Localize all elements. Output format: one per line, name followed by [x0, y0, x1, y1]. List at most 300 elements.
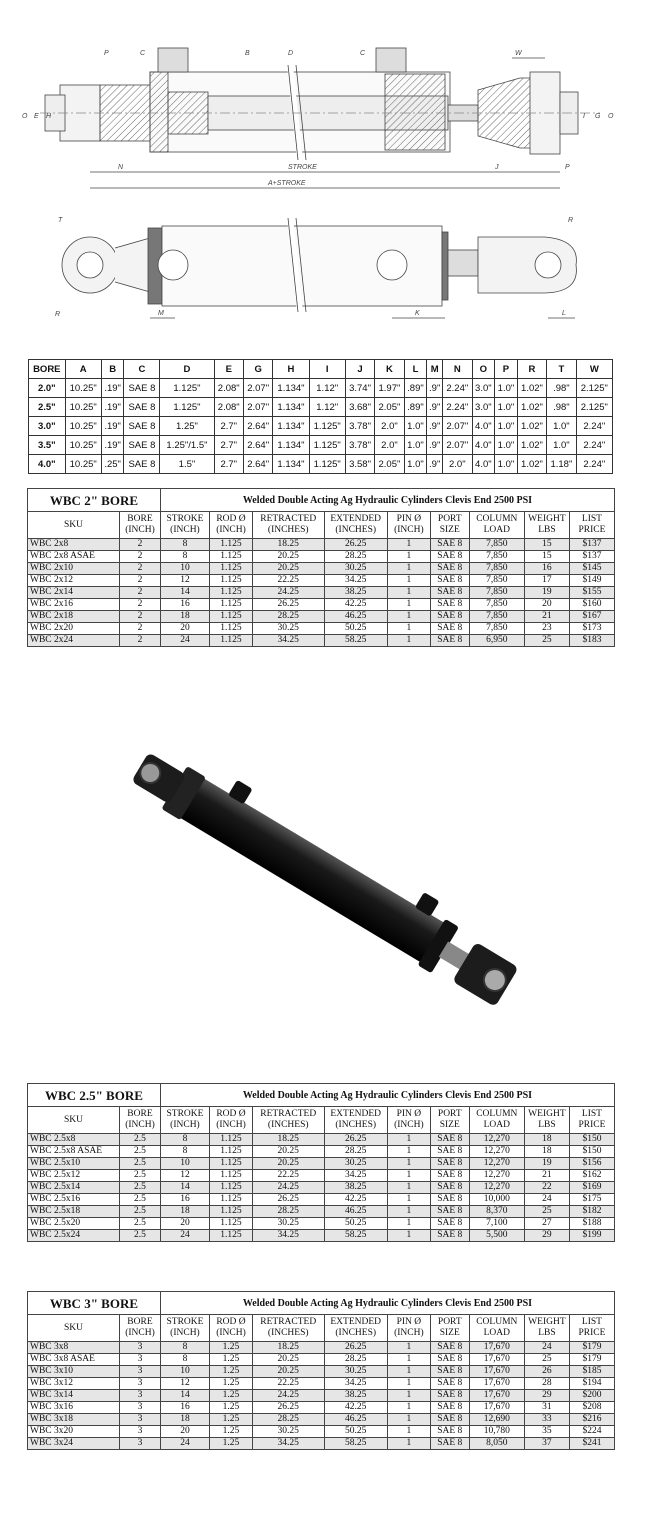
table-cell: 1 [387, 1342, 430, 1354]
table-cell: SAE 8 [430, 1182, 469, 1194]
table-header-row [28, 1107, 615, 1134]
dimension-cell: 2.08" [214, 379, 243, 398]
dimension-header-cell: K [375, 360, 404, 379]
table-cell: 28 [524, 1378, 569, 1390]
dimension-header-cell: H [273, 360, 309, 379]
table-cell: 24.25 [252, 587, 324, 599]
table-cell: 1.125 [210, 1146, 253, 1158]
column-header [524, 512, 569, 539]
label-e: E [34, 113, 39, 120]
dimension-cell: 4.0" [472, 455, 495, 474]
column-header-text: COLUMN [476, 1109, 518, 1119]
label-stroke: STROKE [288, 164, 317, 171]
table-cell: 1.125 [210, 1194, 253, 1206]
table-cell: SAE 8 [430, 1402, 469, 1414]
table-cell: 30.25 [252, 623, 324, 635]
table-cell: 1.125 [210, 1230, 253, 1242]
dimension-cell: 2.64" [243, 455, 272, 474]
dimension-bore-cell: 2.5" [29, 398, 66, 417]
table-cell: 8 [160, 1342, 209, 1354]
table-cell: 26.25 [324, 1342, 387, 1354]
table-title-row [28, 1084, 615, 1107]
table-cell: 7,850 [469, 575, 524, 587]
dimension-cell: 2.125" [576, 398, 612, 417]
column-header-text: STROKE [166, 1317, 204, 1327]
dimension-cell: .9" [427, 417, 443, 436]
table-cell: 22.25 [252, 575, 324, 587]
table-cell: 2 [120, 623, 161, 635]
dimensions-table [28, 359, 613, 474]
table-cell: 20.25 [252, 1158, 324, 1170]
table-cell: 18.25 [252, 539, 324, 551]
dimension-cell: 1.25" [160, 417, 214, 436]
table-cell: 25 [524, 1206, 569, 1218]
label-n: N [118, 164, 124, 171]
table-cell: 1.125 [210, 1170, 253, 1182]
table-cell: 34.25 [252, 635, 324, 647]
column-header-text: (INCH) [125, 1328, 155, 1338]
column-header [160, 1107, 209, 1134]
table-cell: 10 [160, 1158, 209, 1170]
column-header-text: (INCH) [394, 525, 424, 535]
sku-cell: WBC 3x20 [28, 1426, 120, 1438]
table-cell: SAE 8 [430, 1342, 469, 1354]
dimension-cell: 1.125" [309, 417, 345, 436]
column-header-text: (INCHES) [335, 525, 377, 535]
table-cell: $160 [569, 599, 614, 611]
table-cell: 42.25 [324, 1194, 387, 1206]
table-cell: 3 [120, 1438, 161, 1450]
table-cell: 20 [160, 623, 209, 635]
table-cell: 34.25 [252, 1230, 324, 1242]
table-cell: 24.25 [252, 1390, 324, 1402]
label-r-left: R [55, 311, 61, 318]
table-cell: 8 [160, 1134, 209, 1146]
column-header-text: (INCH) [125, 1120, 155, 1130]
table-cell: 1 [387, 1390, 430, 1402]
column-header-text: EXTENDED [330, 514, 382, 524]
table-cell: 18 [160, 1414, 209, 1426]
table-cell: 1.125 [210, 1158, 253, 1170]
table-cell: 6,950 [469, 635, 524, 647]
hydraulic-cylinder-photo [120, 740, 530, 1010]
table-cell: 18.25 [252, 1134, 324, 1146]
sku-cell: WBC 3x24 [28, 1438, 120, 1450]
table-cell: $216 [569, 1414, 614, 1426]
table-cell: $155 [569, 587, 614, 599]
table-cell: 14 [160, 1182, 209, 1194]
table-row [28, 611, 615, 623]
table-cell: $145 [569, 563, 614, 575]
column-header-text: (INCH) [170, 1120, 200, 1130]
table-cell: SAE 8 [430, 1438, 469, 1450]
table-row [28, 1146, 615, 1158]
table-cell: 24 [524, 1194, 569, 1206]
dimension-cell: 1.0" [404, 436, 427, 455]
column-header-text: PIN Ø [396, 1317, 422, 1327]
table-cell: 2.5 [120, 1182, 161, 1194]
dimension-row [29, 398, 613, 417]
dimension-cell: SAE 8 [124, 436, 160, 455]
table-cell: SAE 8 [430, 1146, 469, 1158]
column-header-text: (INCH) [125, 525, 155, 535]
dimension-header-cell: T [547, 360, 576, 379]
table-cell: $162 [569, 1170, 614, 1182]
dimension-row [29, 379, 613, 398]
table-row [28, 539, 615, 551]
column-header [387, 1315, 430, 1342]
table-cell: 3 [120, 1426, 161, 1438]
table-cell: 1.125 [210, 539, 253, 551]
dimension-cell: 3.0" [472, 398, 495, 417]
dimension-cell: 1.12" [309, 398, 345, 417]
table-cell: 58.25 [324, 1438, 387, 1450]
column-header-text: (INCHES) [267, 1328, 309, 1338]
table-cell: 3 [120, 1342, 161, 1354]
column-header [524, 1107, 569, 1134]
table-cell: 20.25 [252, 551, 324, 563]
table-cell: 16 [160, 1194, 209, 1206]
table-cell: 22.25 [252, 1170, 324, 1182]
table-cell: 3 [120, 1354, 161, 1366]
product-table-3in-bore [27, 1291, 615, 1450]
label-o-left: O [22, 113, 28, 120]
dimension-cell: 2.05" [375, 455, 404, 474]
label-c2: C [360, 50, 366, 57]
table-cell: 58.25 [324, 635, 387, 647]
table-cell: 7,850 [469, 623, 524, 635]
table-cell: 38.25 [324, 1182, 387, 1194]
table-row [28, 575, 615, 587]
table-cell: 24.25 [252, 1182, 324, 1194]
dimension-cell: 2.7" [214, 417, 243, 436]
dimension-cell: .9" [427, 455, 443, 474]
label-g: G [595, 113, 601, 120]
dimension-cell: 2.24" [576, 436, 612, 455]
table-cell: 18 [524, 1146, 569, 1158]
sku-cell: WBC 3x10 [28, 1366, 120, 1378]
table-cell: 1 [387, 1218, 430, 1230]
dimension-cell: .89" [404, 379, 427, 398]
table-cell: $185 [569, 1366, 614, 1378]
table-cell: 3 [120, 1414, 161, 1426]
table-cell: 26.25 [252, 599, 324, 611]
table-row [28, 1134, 615, 1146]
dimension-cell: 2.64" [243, 436, 272, 455]
label-t: T [58, 217, 63, 224]
sku-cell: WBC 3x14 [28, 1390, 120, 1402]
dimension-cell: .89" [404, 398, 427, 417]
sku-cell: WBC 2.5x12 [28, 1170, 120, 1182]
dimension-cell: .19" [101, 379, 124, 398]
table-cell: 10 [160, 1366, 209, 1378]
table-cell: 3 [120, 1402, 161, 1414]
table-cell: 1 [387, 1438, 430, 1450]
table-cell: 1.25 [210, 1390, 253, 1402]
table-cell: 50.25 [324, 1218, 387, 1230]
dimension-cell: 3.78" [345, 417, 374, 436]
table-cell: 20 [160, 1218, 209, 1230]
dimension-cell: 2.07" [443, 417, 472, 436]
table-cell: 12,270 [469, 1170, 524, 1182]
table-cell: 2.5 [120, 1134, 161, 1146]
table-cell: 2.5 [120, 1218, 161, 1230]
table-cell: 12,690 [469, 1414, 524, 1426]
dimension-cell: 2.0" [375, 417, 404, 436]
table-cell: $150 [569, 1134, 614, 1146]
label-l: L [562, 310, 566, 317]
column-header-text: (INCH) [394, 1120, 424, 1130]
table-row [28, 1158, 615, 1170]
dimension-cell: 1.0" [547, 417, 576, 436]
column-header [160, 512, 209, 539]
table-cell: SAE 8 [430, 1134, 469, 1146]
dimension-cell: 1.134" [273, 455, 309, 474]
table-cell: SAE 8 [430, 1218, 469, 1230]
dimension-cell: SAE 8 [124, 398, 160, 417]
table-cell: 2 [120, 563, 161, 575]
dimension-cell: 1.5" [160, 455, 214, 474]
table-cell: 8 [160, 1146, 209, 1158]
dimension-cell: 1.0" [495, 455, 518, 474]
column-header [430, 1315, 469, 1342]
table-cell: $179 [569, 1354, 614, 1366]
bore-title: WBC 3" BORE [28, 1292, 161, 1315]
sku-cell: WBC 2x18 [28, 611, 120, 623]
label-p: P [104, 50, 109, 57]
table-cell: SAE 8 [430, 599, 469, 611]
table-cell: 25 [524, 1354, 569, 1366]
dimension-cell: 1.0" [404, 417, 427, 436]
sku-cell: WBC 2x10 [28, 563, 120, 575]
column-header-text: PORT [437, 1317, 462, 1327]
table-cell: 17,670 [469, 1390, 524, 1402]
table-cell: $241 [569, 1438, 614, 1450]
table-cell: 29 [524, 1230, 569, 1242]
dimension-cell: 1.02" [517, 436, 546, 455]
dimension-cell: .19" [101, 398, 124, 417]
table-cell: 12 [160, 1170, 209, 1182]
table-cell: 2 [120, 551, 161, 563]
table-row [28, 1218, 615, 1230]
column-header-text: PRICE [578, 1328, 606, 1338]
dimension-cell: 1.134" [273, 417, 309, 436]
table-cell: 25 [524, 635, 569, 647]
table-row [28, 1182, 615, 1194]
dimension-cell: 1.02" [517, 398, 546, 417]
dimension-cell: 1.125" [160, 379, 214, 398]
dimension-header-cell: J [345, 360, 374, 379]
dimension-cell: 1.0" [404, 455, 427, 474]
dimension-cell: 2.08" [214, 398, 243, 417]
dimension-cell: 1.134" [273, 379, 309, 398]
label-w: W [515, 50, 522, 57]
table-row [28, 1426, 615, 1438]
table-cell: $200 [569, 1390, 614, 1402]
column-header-text: BORE [127, 514, 153, 524]
table-cell: 26.25 [252, 1194, 324, 1206]
table-cell: 1 [387, 587, 430, 599]
column-header-text: PORT [437, 1109, 462, 1119]
table-cell: SAE 8 [430, 1366, 469, 1378]
column-header [469, 1315, 524, 1342]
table-cell: SAE 8 [430, 1378, 469, 1390]
column-header-text: SKU [64, 1114, 84, 1125]
table-row [28, 1402, 615, 1414]
table-cell: 7,850 [469, 599, 524, 611]
table-row [28, 1414, 615, 1426]
table-cell: 23 [524, 623, 569, 635]
dimension-row [29, 436, 613, 455]
table-cell: 7,100 [469, 1218, 524, 1230]
column-header [210, 1107, 253, 1134]
table-cell: 1 [387, 563, 430, 575]
table-row [28, 623, 615, 635]
table-cell: 1.125 [210, 563, 253, 575]
table-cell: 18 [160, 1206, 209, 1218]
column-header-text: SKU [64, 519, 84, 530]
table-cell: 7,850 [469, 563, 524, 575]
table-cell: 7,850 [469, 587, 524, 599]
dimension-cell: 10.25" [65, 379, 101, 398]
table-cell: 10,780 [469, 1426, 524, 1438]
table-row [28, 1438, 615, 1450]
label-d: D [288, 50, 294, 57]
table-cell: 20.25 [252, 1146, 324, 1158]
column-header [569, 1107, 614, 1134]
column-header-text: ROD Ø [216, 514, 246, 524]
table-cell: SAE 8 [430, 587, 469, 599]
dimension-header-cell: D [160, 360, 214, 379]
column-header [160, 1315, 209, 1342]
label-r-right: R [568, 217, 574, 224]
column-header [252, 1315, 324, 1342]
sku-cell: WBC 2.5x18 [28, 1206, 120, 1218]
table-cell: 24 [160, 1438, 209, 1450]
label-j: J [495, 164, 499, 171]
sku-cell: WBC 2.5x8 ASAE [28, 1146, 120, 1158]
table-header-row [28, 512, 615, 539]
dimension-row [29, 417, 613, 436]
table-cell: 20.25 [252, 1354, 324, 1366]
column-header [569, 1315, 614, 1342]
column-header [524, 1315, 569, 1342]
table-header-row [28, 1315, 615, 1342]
dimension-cell: 1.0" [495, 417, 518, 436]
table-cell: 1.25 [210, 1366, 253, 1378]
column-header-text: (INCH) [170, 1328, 200, 1338]
table-row [28, 587, 615, 599]
dimension-cell: 1.97" [375, 379, 404, 398]
table-cell: $149 [569, 575, 614, 587]
table-cell: 17,670 [469, 1402, 524, 1414]
dimension-header-cell: P [495, 360, 518, 379]
column-header-text: SIZE [439, 1328, 460, 1338]
label-o-right: O [608, 113, 614, 120]
table-cell: SAE 8 [430, 1390, 469, 1402]
table-cell: 28.25 [252, 1414, 324, 1426]
table-cell: 31 [524, 1402, 569, 1414]
table-cell: 1.125 [210, 635, 253, 647]
table-cell: 16 [524, 563, 569, 575]
table-cell: $188 [569, 1218, 614, 1230]
label-h: H [46, 113, 52, 120]
dimension-cell: SAE 8 [124, 417, 160, 436]
table-cell: $156 [569, 1158, 614, 1170]
table-cell: 12,270 [469, 1158, 524, 1170]
table-cell: 17,670 [469, 1342, 524, 1354]
table-cell: 2.5 [120, 1230, 161, 1242]
column-header-text: (INCH) [170, 525, 200, 535]
table-cell: 17 [524, 575, 569, 587]
dimension-header-cell: BORE [29, 360, 66, 379]
table-cell: $137 [569, 539, 614, 551]
table-row [28, 551, 615, 563]
table-cell: 1 [387, 1170, 430, 1182]
table-cell: 1 [387, 1366, 430, 1378]
table-cell: 14 [160, 587, 209, 599]
column-header [120, 1107, 161, 1134]
dimension-header-cell: C [124, 360, 160, 379]
column-header [28, 512, 120, 539]
table-cell: 21 [524, 1170, 569, 1182]
table-cell: 34.25 [324, 575, 387, 587]
column-header-text: EXTENDED [330, 1317, 382, 1327]
table-row [28, 1342, 615, 1354]
table-cell: 1 [387, 1426, 430, 1438]
dimension-cell: 1.125" [309, 436, 345, 455]
table-cell: 14 [160, 1390, 209, 1402]
dimension-cell: 2.0" [443, 455, 472, 474]
table-cell: 30.25 [324, 1366, 387, 1378]
table-cell: $199 [569, 1230, 614, 1242]
dimension-bore-cell: 3.5" [29, 436, 66, 455]
table-cell: 38.25 [324, 587, 387, 599]
table-cell: 28.25 [324, 551, 387, 563]
column-header-text: WEIGHT [528, 1109, 566, 1119]
table-cell: 58.25 [324, 1230, 387, 1242]
dimension-cell: 1.02" [517, 379, 546, 398]
dimension-cell: .9" [427, 436, 443, 455]
dimension-cell: .9" [427, 379, 443, 398]
dimension-cell: .9" [427, 398, 443, 417]
table-cell: 1 [387, 599, 430, 611]
dimension-cell: 2.07" [243, 379, 272, 398]
table-cell: 5,500 [469, 1230, 524, 1242]
column-header-text: (INCH) [216, 1328, 246, 1338]
table-cell: 46.25 [324, 1206, 387, 1218]
column-header-text: (INCH) [216, 525, 246, 535]
dimension-cell: 1.134" [273, 436, 309, 455]
sku-cell: WBC 3x8 ASAE [28, 1354, 120, 1366]
sku-cell: WBC 3x8 [28, 1342, 120, 1354]
table-cell: SAE 8 [430, 1158, 469, 1170]
table-cell: 34.25 [252, 1438, 324, 1450]
dimension-header-cell: R [517, 360, 546, 379]
dimension-cell: 1.0" [495, 436, 518, 455]
column-header [210, 1315, 253, 1342]
table-cell: 1.125 [210, 1134, 253, 1146]
table-cell: SAE 8 [430, 539, 469, 551]
column-header-text: LIST [581, 514, 602, 524]
column-header [569, 512, 614, 539]
table-cell: 20.25 [252, 1366, 324, 1378]
table-cell: 12,270 [469, 1134, 524, 1146]
table-cell: $208 [569, 1402, 614, 1414]
column-header-text: SKU [64, 1322, 84, 1333]
column-header-text: PRICE [578, 1120, 606, 1130]
table-cell: 1 [387, 1134, 430, 1146]
